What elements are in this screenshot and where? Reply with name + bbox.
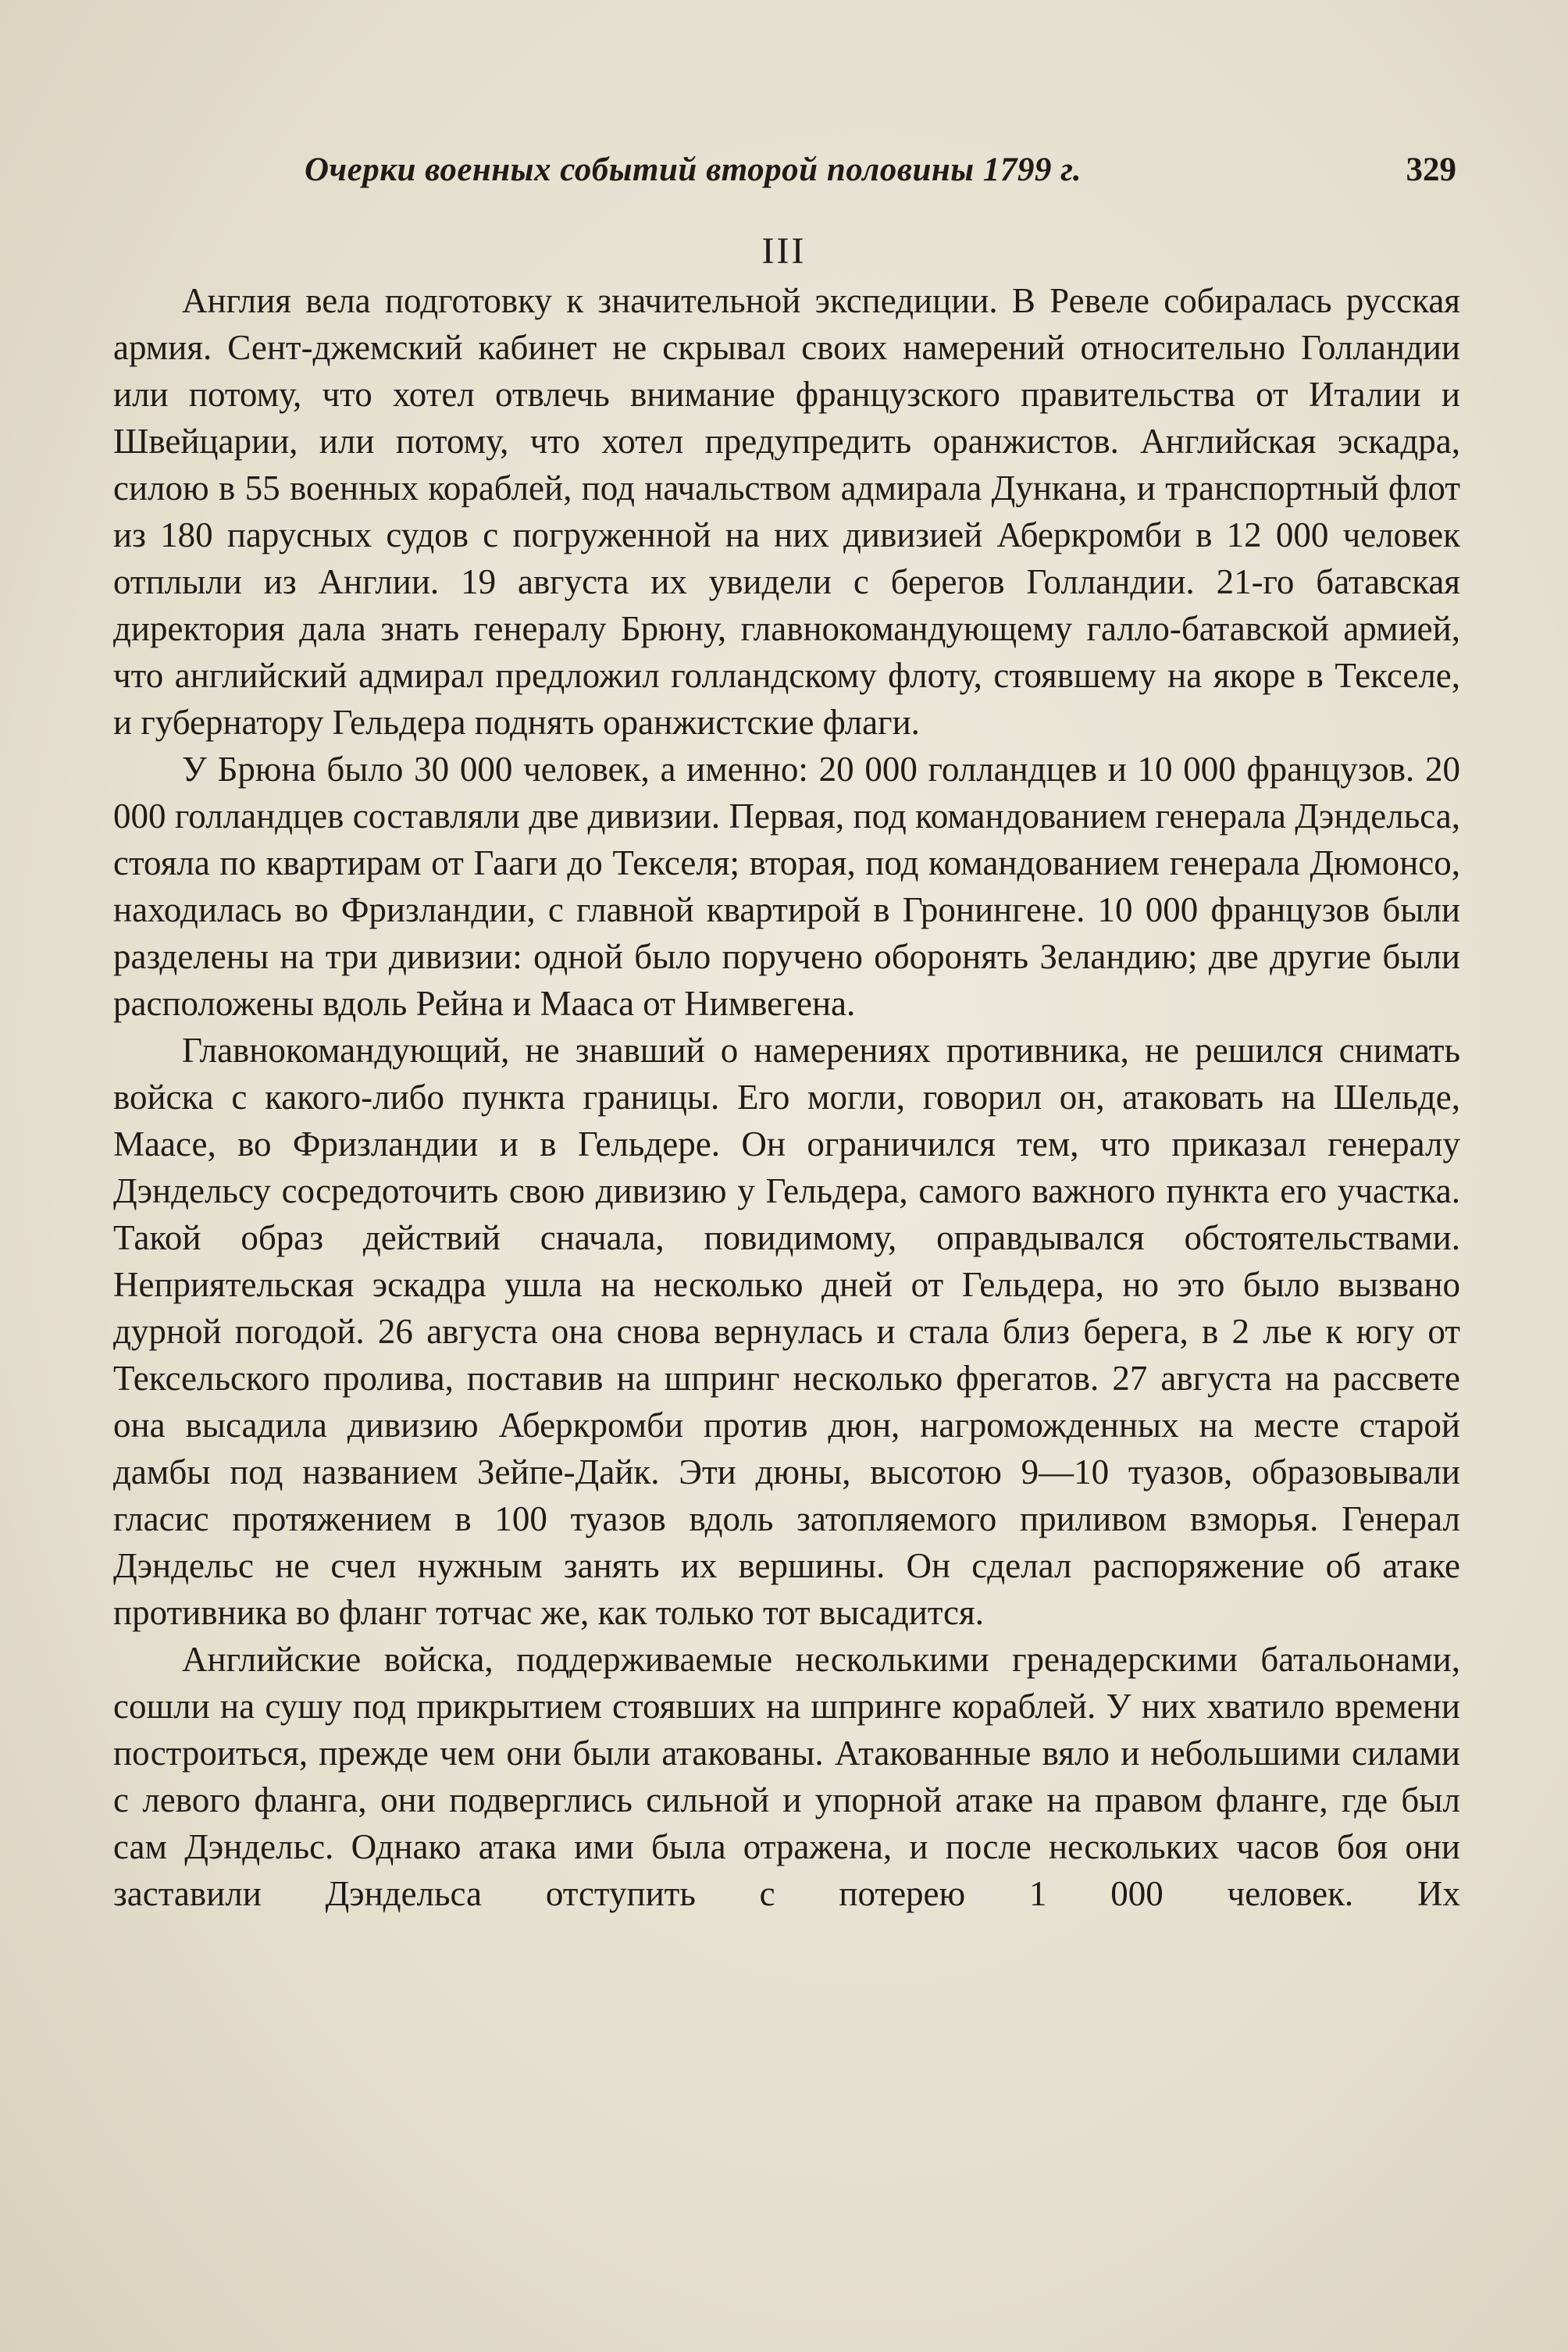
paragraph: Англия вела подготовку к значительной экспедиции. В Ревеле собиралась русская армия. Сент-джемский кабинет не скрывал своих намерений относительно Голландии или потому, что хотел отвлечь внимание французского правительства от Италии и Швейцарии, или потому, что хотел предупредить оранжистов. Английская эскадра, силою в 55 военных кораблей, под начальством адмирала Дункана, и транспортный флот из 180 парусных судов с погруженной на них дивизией Аберкромби в 12 000 человек отплыли из Англии. 19 августа их увидели с берегов Голландии. 21-го батавская директория дала знать генералу Брюну, главнокомандующему галло-батавской армией, что английский адмирал предложил голландскому флоту, стоявшему на якоре в Текселе, и губернатору Гельдера поднять оранжистские флаги. bbox=[113, 281, 1460, 742]
paragraph: У Брюна было 30 000 человек, а именно: 20 000 голландцев и 10 000 французов. 20 000 голландцев составляли две дивизии. Первая, под командованием генерала Дэндельса, стояла по квартирам от Гааги до Текселя; вторая, под командованием генерала Дюмонсо, находилась во Фризландии, с главной квартирой в Гронингене. 10 000 французов были разделены на три дивизии: одной было поручено оборонять Зеландию; две другие были расположены вдоль Рейна и Мааса от Нимвегена. bbox=[113, 750, 1460, 1023]
paragraph: Главнокомандующий, не знавший о намерениях противника, не решился снимать войска с какого-либо пункта границы. Его могли, говорил он, атаковать на Шельде, Маасе, во Фризландии и в Гельдере. Он ограничился тем, что приказал генералу Дэндельсу сосредоточить свою дивизию у Гельдера, самого важного пункта его участка. Такой образ действий сначала, повидимому, оправдывался обстоятельствами. Неприятельская эскадра ушла на несколько дней от Гельдера, но это было вызвано дурной погодой. 26 августа она снова вернулась и стала близ берега, в 2 лье к югу от Тексельского пролива, поставив на шпринг несколько фрегатов. 27 августа на рассвете она высадила дивизию Аберкромби против дюн, нагроможденных на месте старой дамбы под названием Зейпе-Дайк. Эти дюны, высотою 9—10 туазов, образовывали гласис протяжением в 100 туазов вдоль затопляемого приливом взморья. Генерал Дэндельс не счел нужным занять их вершины. Он сделал распоряжение об атаке противника во фланг тотчас же, как только тот высадится. bbox=[113, 1031, 1460, 1632]
paragraph: Английские войска, поддерживаемые несколькими гренадерскими батальонами, сошли на сушу под прикрытием стоявших на шпринге кораблей. У них хватило времени построиться, прежде чем они были атакованы. Атакованные вяло и небольшими силами с левого фланга, они подверглись сильной и упорной атаке на правом фланге, где был сам Дэндельс. Однако атака ими была отражена, и после нескольких часов боя они заставили Дэндельса отступить с потерею 1 000 человек. Их bbox=[113, 1640, 1460, 1913]
page-number: 329 bbox=[1406, 151, 1456, 188]
body-text bbox=[113, 277, 1460, 1917]
running-head bbox=[305, 147, 1476, 201]
chapter-heading: III bbox=[761, 230, 807, 272]
running-title: Очерки военных событий второй половины 1799 г. bbox=[305, 151, 1082, 188]
